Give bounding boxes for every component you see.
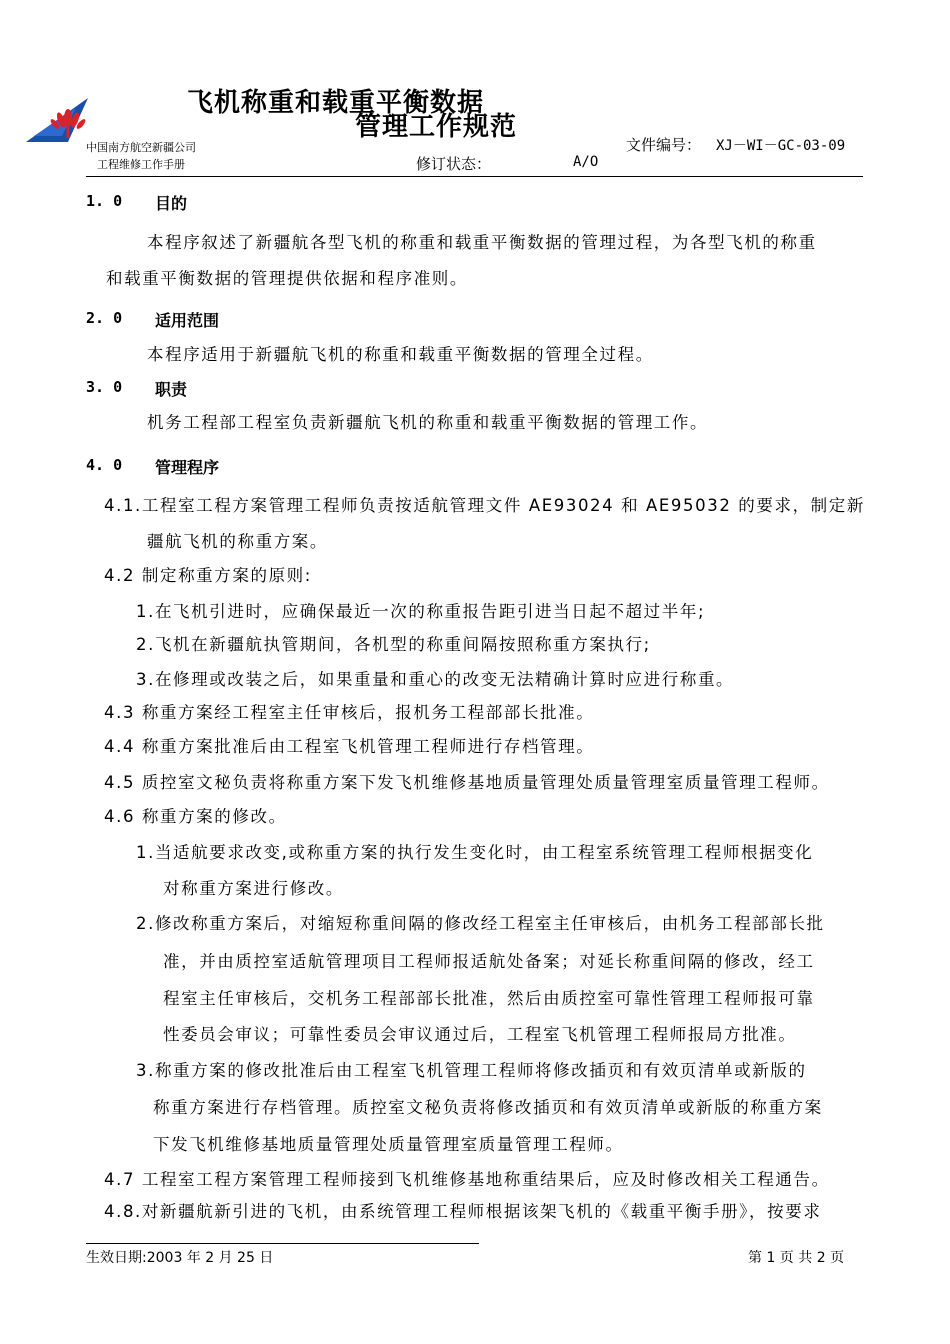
section-title: 职责 [155,380,188,399]
paragraph-line: 和载重平衡数据的管理提供依据和程序准则。 [106,269,468,288]
paragraph-line: 本程序适用于新疆航飞机的称重和载重平衡数据的管理全过程。 [147,345,654,364]
paragraph-line: 4.5 质控室文秘负责将称重方案下发飞机维修基地质量管理处质量管理室质量管理工程师。 [104,773,830,792]
list-item-continuation: 下发飞机维修基地质量管理处质量管理室质量管理工程师。 [153,1135,624,1154]
paragraph-line: 4.8.对新疆航新引进的飞机，由系统管理工程师根据该架飞机的《载重平衡手册》，按要求 [104,1202,822,1221]
footer-divider [86,1243,479,1244]
document-title-line1: 飞机称重和载重平衡数据 [187,88,485,118]
header-divider [86,176,863,177]
list-item: 2.修改称重方案后，对缩短称重间隔的修改经工程室主任审核后，由机务工程部部长批 [136,914,825,933]
paragraph-line: 本程序叙述了新疆航各型飞机的称重和载重平衡数据的管理过程，为各型飞机的称重 [147,233,817,252]
paragraph-line: 机务工程部工程室负责新疆航飞机的称重和载重平衡数据的管理工作。 [147,413,709,432]
file-number-label: 文件编号： [626,136,702,154]
list-item: 3.在修理或改装之后，如果重量和重心的改变无法精确计算时应进行称重。 [136,670,735,689]
paragraph-line: 4.1.工程室工程方案管理工程师负责按适航管理文件 AE93024 和 AE95032 的要求，制定新 [104,496,865,515]
list-item: 1.当适航要求改变,或称重方案的执行发生变化时，由工程室系统管理工程师根据变化 [136,843,814,862]
revision-value: A/O [573,154,599,170]
list-item-continuation: 性委员会审议；可靠性委员会审议通过后，工程室飞机管理工程师报局方批准。 [163,1025,797,1044]
paragraph-line: 4.4 称重方案批准后由工程室飞机管理工程师进行存档管理。 [104,737,595,756]
paragraph-line: 疆航飞机的称重方案。 [147,532,328,551]
page-number: 第 1 页 共 2 页 [748,1250,845,1266]
section-title: 目的 [155,194,188,213]
list-item: 2.飞机在新疆航执管期间，各机型的称重间隔按照称重方案执行; [136,635,651,654]
list-item-continuation: 准，并由质控室适航管理项目工程师报适航处备案；对延长称重间隔的修改，经工 [163,952,815,971]
section-title: 适用范围 [155,311,220,330]
list-item-continuation: 对称重方案进行修改。 [163,879,344,898]
file-number: XJ－WI－GC-03-09 [716,138,846,154]
section-title: 管理程序 [155,458,220,477]
list-item: 1.在飞机引进时，应确保最近一次的称重报告距引进当日起不超过半年; [136,602,706,621]
document-title-line2: 管理工作规范 [355,112,518,142]
list-item-continuation: 程室主任审核后，交机务工程部部长批准，然后由质控室可靠性管理工程师报可靠 [163,989,815,1008]
company-name: 中国南方航空新疆公司 [86,141,196,154]
paragraph-line: 4.2 制定称重方案的原则: [104,566,312,585]
paragraph-line: 4.3 称重方案经工程室主任审核后，报机务工程部部长批准。 [104,703,595,722]
paragraph-line: 4.6 称重方案的修改。 [104,807,287,826]
section-number: 4. 0 [86,456,123,474]
section-number: 3. 0 [86,378,123,396]
list-item: 3.称重方案的修改批准后由工程室飞机管理工程师将修改插页和有效页清单或新版的 [136,1061,807,1080]
paragraph-line: 4.7 工程室工程方案管理工程师接到飞机维修基地称重结果后，应及时修改相关工程通告。 [104,1170,830,1189]
section-number: 2. 0 [86,309,123,327]
airline-logo-icon [24,96,94,144]
list-item-continuation: 称重方案进行存档管理。质控室文秘负责将修改插页和有效页清单或新版的称重方案 [153,1098,823,1117]
manual-name: 工程维修工作手册 [97,158,185,171]
revision-label: 修订状态： [416,155,492,173]
section-number: 1. 0 [86,192,123,210]
effective-date: 生效日期:2003 年 2 月 25 日 [86,1250,274,1266]
